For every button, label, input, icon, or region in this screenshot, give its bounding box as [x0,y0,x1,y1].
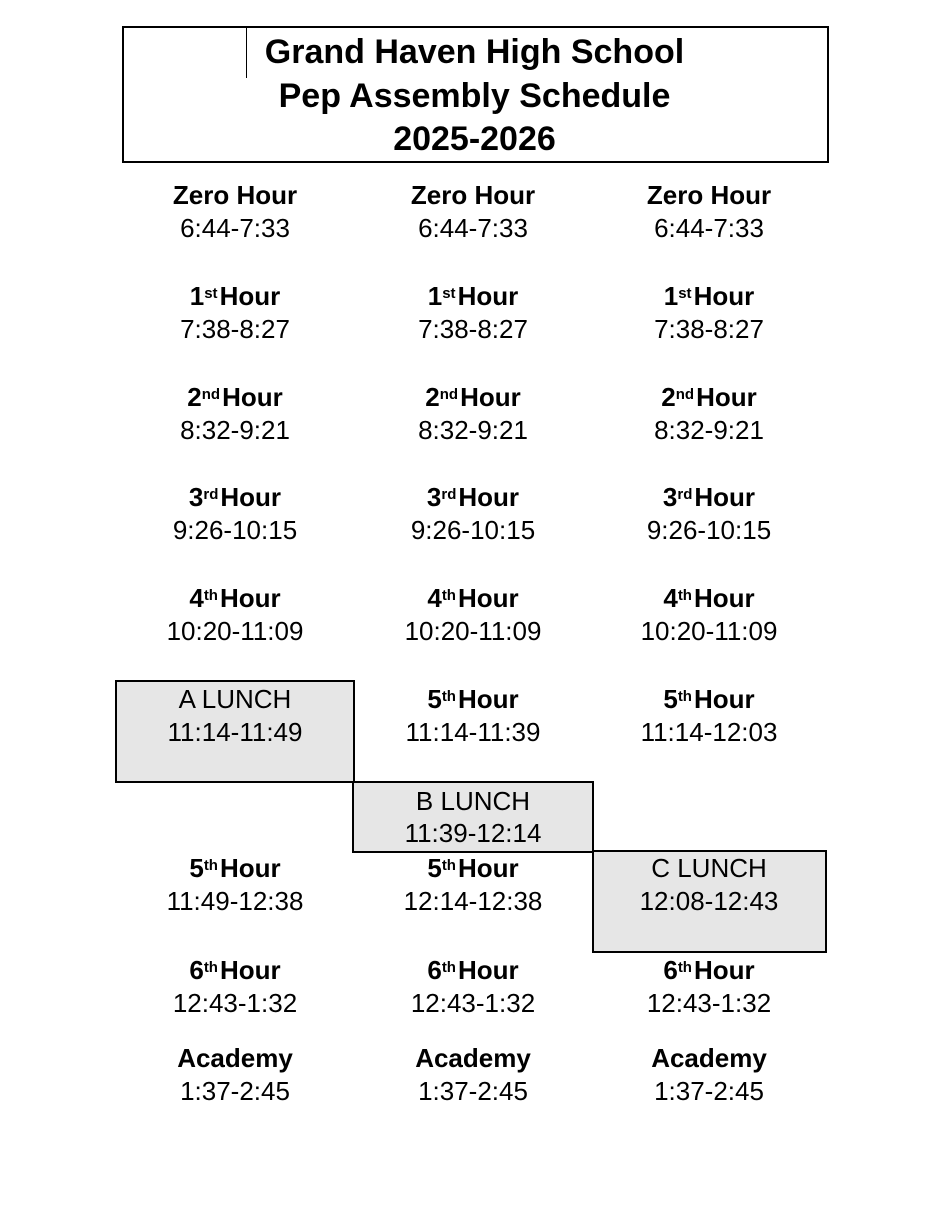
period-label [117,583,353,613]
period-name: Hour [457,583,519,613]
schedule-cell [355,482,591,545]
period-number: 3 [188,482,204,512]
period-time: 12:43-1:32 [646,988,772,1018]
period-label [355,281,591,311]
period-name: A LUNCH [178,684,292,714]
schedule-cell [591,482,827,545]
ordinal-suffix: th [677,587,692,604]
ordinal-suffix: th [203,857,218,874]
period-time: 12:43-1:32 [410,988,536,1018]
period-label [355,583,591,613]
period-number: 1 [663,281,679,311]
schedule-cell [117,583,353,646]
period-name: Hour [693,281,755,311]
period-label [591,955,827,985]
schedule-cell [591,281,827,344]
period-number: 2 [425,382,440,412]
period-time: 10:20-11:09 [166,616,304,646]
schedule-cell [117,482,353,545]
school-name: Grand Haven High School [264,33,685,71]
period-label [117,853,353,883]
period-name: Hour [460,382,521,412]
period-label [355,180,591,210]
period-label [117,180,353,210]
period-label [591,382,827,412]
period-name: Hour [457,853,519,883]
schedule-cell [117,853,353,916]
schedule-cell [355,281,591,344]
ordinal-suffix: th [677,959,692,976]
period-label [355,482,591,512]
ordinal-suffix: rd [441,486,457,503]
period-time: 6:44-7:33 [180,213,290,243]
period-label [591,180,827,210]
schedule-cell [355,955,591,1018]
schedule-cell [117,955,353,1018]
period-number: 6 [427,955,442,985]
period-name: Hour [219,281,281,311]
schedule-cell [117,684,353,747]
schedule-cell [355,382,591,445]
period-name: Hour [219,583,281,613]
schedule-cell [355,786,591,848]
period-label [117,482,353,512]
period-number: 2 [187,382,202,412]
period-time: 11:49-12:38 [166,886,304,916]
schedule-cell [117,281,353,344]
period-time: 7:38-8:27 [654,314,764,344]
period-name: Zero Hour [646,180,772,210]
period-time: 11:14-11:39 [405,717,541,747]
ordinal-suffix: nd [675,386,695,403]
period-name: Zero Hour [172,180,298,210]
period-number: 5 [663,684,678,714]
period-name: Academy [651,1043,767,1073]
period-time: 8:32-9:21 [180,415,290,445]
period-time: 11:14-12:03 [640,717,778,747]
period-time: 7:38-8:27 [418,314,528,344]
period-label [591,281,827,311]
period-time: 10:20-11:09 [640,616,778,646]
period-name: Hour [220,482,282,512]
period-time: 1:37-2:45 [654,1076,764,1106]
period-name: C LUNCH [651,853,767,883]
period-name: B LUNCH [415,786,531,816]
ordinal-suffix: th [441,959,456,976]
period-label [355,684,591,714]
period-time: 12:43-1:32 [172,988,298,1018]
period-label [117,1043,353,1073]
period-number: 1 [189,281,205,311]
school-year: 2025-2026 [393,120,556,158]
period-label [355,382,591,412]
period-number: 6 [663,955,678,985]
period-number: 5 [427,684,442,714]
period-name: Hour [693,684,755,714]
period-time: 8:32-9:21 [418,415,528,445]
period-time: 9:26-10:15 [410,515,536,545]
schedule-cell [355,180,591,243]
period-time: 12:14-12:38 [403,886,543,916]
ordinal-suffix: th [677,688,692,705]
period-time: 9:26-10:15 [646,515,772,545]
period-time: 10:20-11:09 [404,616,542,646]
schedule-cell [355,684,591,747]
period-time: 11:39-12:14 [404,818,542,848]
period-name: Hour [457,955,519,985]
period-number: 6 [189,955,204,985]
period-time: 8:32-9:21 [654,415,764,445]
ordinal-suffix: th [441,688,456,705]
period-number: 2 [661,382,676,412]
ordinal-suffix: nd [201,386,221,403]
period-number: 4 [427,583,442,613]
period-time: 6:44-7:33 [418,213,528,243]
schedule-cell [355,1043,591,1106]
schedule-cell [591,382,827,445]
period-name: Zero Hour [410,180,536,210]
schedule-cell [117,180,353,243]
period-time: 7:38-8:27 [180,314,290,344]
period-name: Hour [219,955,281,985]
period-name: Hour [457,684,519,714]
period-number: 4 [663,583,678,613]
ordinal-suffix: rd [203,486,219,503]
schedule-cell [591,180,827,243]
ordinal-suffix: nd [439,386,459,403]
ordinal-suffix: rd [677,486,693,503]
schedule-cell [355,853,591,916]
period-label [355,955,591,985]
period-number: 5 [427,853,442,883]
schedule-cell [591,583,827,646]
period-number: 5 [189,853,204,883]
schedule-cell [591,1043,827,1106]
period-number: 3 [662,482,678,512]
period-name: Hour [693,583,755,613]
period-time: 1:37-2:45 [418,1076,528,1106]
period-number: 3 [426,482,442,512]
period-label [591,1043,827,1073]
ordinal-suffix: th [203,587,218,604]
period-name: Hour [696,382,757,412]
schedule-cell [117,382,353,445]
period-label [591,583,827,613]
period-label [117,281,353,311]
period-name: Hour [458,482,520,512]
ordinal-suffix: st [678,285,692,302]
period-label [117,382,353,412]
period-number: 1 [427,281,443,311]
period-time: 1:37-2:45 [180,1076,290,1106]
period-time: 12:08-12:43 [639,886,779,916]
period-name: Hour [693,955,755,985]
ordinal-suffix: th [441,587,456,604]
period-label [355,1043,591,1073]
schedule-cell [355,583,591,646]
period-label [117,684,353,714]
period-number: 4 [189,583,204,613]
schedule-title: Pep Assembly Schedule [278,77,671,115]
ordinal-suffix: st [204,285,218,302]
schedule-cell [117,1043,353,1106]
period-name: Academy [177,1043,293,1073]
period-label [591,684,827,714]
schedule-cell [591,853,827,916]
ordinal-suffix: st [442,285,456,302]
schedule-cell [591,684,827,747]
period-time: 11:14-11:49 [167,717,303,747]
period-time: 9:26-10:15 [172,515,298,545]
period-label [355,853,591,883]
ordinal-suffix: th [441,857,456,874]
period-label [355,786,591,816]
period-label [591,482,827,512]
period-label [591,853,827,883]
period-name: Academy [415,1043,531,1073]
period-label [117,955,353,985]
ordinal-suffix: th [203,959,218,976]
period-name: Hour [457,281,519,311]
schedule-cell [591,955,827,1018]
period-time: 6:44-7:33 [654,213,764,243]
period-name: Hour [219,853,281,883]
period-name: Hour [222,382,283,412]
period-name: Hour [694,482,756,512]
